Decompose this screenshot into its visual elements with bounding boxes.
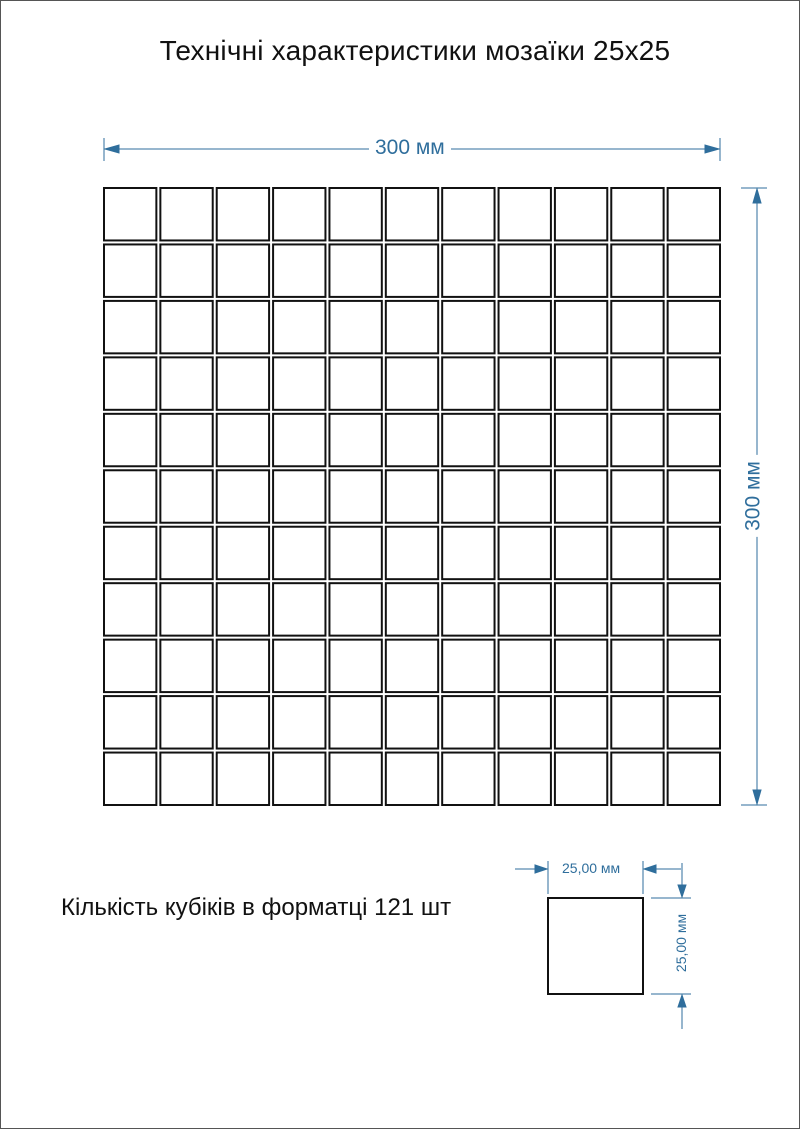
mosaic-tile <box>329 414 381 466</box>
mosaic-tile <box>160 357 212 409</box>
mosaic-tile <box>217 188 269 240</box>
mosaic-tile <box>329 753 381 805</box>
mosaic-tile <box>442 188 494 240</box>
mosaic-tile <box>499 301 551 353</box>
mosaic-tile <box>104 753 156 805</box>
mosaic-tile <box>386 414 438 466</box>
mosaic-tile <box>499 527 551 579</box>
mosaic-tile <box>329 527 381 579</box>
mosaic-tile <box>160 244 212 296</box>
right-dim-arrow-top <box>753 189 761 203</box>
mosaic-tile <box>273 527 325 579</box>
mosaic-tile <box>104 527 156 579</box>
mosaic-tile <box>668 188 720 240</box>
mosaic-tile <box>386 583 438 635</box>
mosaic-tile <box>555 301 607 353</box>
tile-h-arrow-bottom <box>678 995 686 1007</box>
mosaic-tile <box>329 583 381 635</box>
mosaic-tile <box>217 244 269 296</box>
mosaic-tile <box>442 640 494 692</box>
tile-h-arrow-top <box>678 885 686 897</box>
mosaic-tile <box>217 583 269 635</box>
sheet-width-label: 300 мм <box>369 137 451 158</box>
mosaic-tile <box>668 527 720 579</box>
mosaic-tile <box>442 527 494 579</box>
mosaic-tile <box>499 696 551 748</box>
mosaic-tile <box>555 470 607 522</box>
mosaic-tile <box>160 527 212 579</box>
mosaic-tile <box>442 470 494 522</box>
mosaic-tile <box>273 583 325 635</box>
mosaic-tile <box>104 414 156 466</box>
top-dim-arrow-left <box>105 145 119 153</box>
mosaic-tile <box>442 357 494 409</box>
mosaic-tile <box>442 414 494 466</box>
mosaic-tile <box>611 696 663 748</box>
mosaic-tile <box>386 244 438 296</box>
mosaic-tile <box>555 244 607 296</box>
mosaic-tile <box>217 640 269 692</box>
mosaic-tile <box>611 244 663 296</box>
mosaic-tile <box>611 527 663 579</box>
mosaic-tile <box>160 640 212 692</box>
right-dim-arrow-bottom <box>753 790 761 804</box>
mosaic-tile <box>668 414 720 466</box>
mosaic-tile <box>329 640 381 692</box>
mosaic-tile <box>499 414 551 466</box>
mosaic-tile <box>386 527 438 579</box>
tile-count-text: Кількість кубіків в форматці 121 шт <box>61 894 452 921</box>
tile-w-arrow-left <box>535 865 547 873</box>
mosaic-tile <box>668 470 720 522</box>
mosaic-tile <box>611 188 663 240</box>
mosaic-tile <box>499 640 551 692</box>
mosaic-tile <box>499 188 551 240</box>
mosaic-tile <box>555 753 607 805</box>
mosaic-tile <box>273 470 325 522</box>
mosaic-tile <box>273 244 325 296</box>
mosaic-tile <box>499 470 551 522</box>
mosaic-tile <box>329 696 381 748</box>
mosaic-tile <box>611 301 663 353</box>
mosaic-tile <box>555 583 607 635</box>
mosaic-tile <box>273 696 325 748</box>
mosaic-tile <box>329 188 381 240</box>
mosaic-tile <box>386 640 438 692</box>
mosaic-tile <box>273 188 325 240</box>
mosaic-tile <box>386 357 438 409</box>
mosaic-tile <box>555 414 607 466</box>
mosaic-tile <box>160 188 212 240</box>
tile-width-label: 25,00 мм <box>559 861 623 875</box>
mosaic-tile <box>555 640 607 692</box>
mosaic-tile <box>386 696 438 748</box>
top-dim-arrow-right <box>705 145 719 153</box>
mosaic-tile <box>555 357 607 409</box>
mosaic-tile <box>668 301 720 353</box>
mosaic-tile <box>160 301 212 353</box>
mosaic-tile <box>160 696 212 748</box>
mosaic-tile <box>499 583 551 635</box>
mosaic-tile <box>273 357 325 409</box>
mosaic-tile <box>499 244 551 296</box>
mosaic-tile <box>611 583 663 635</box>
mosaic-tile <box>273 640 325 692</box>
mosaic-tile <box>329 244 381 296</box>
mosaic-tile <box>386 470 438 522</box>
mosaic-tile <box>329 470 381 522</box>
mosaic-tile <box>273 414 325 466</box>
mosaic-tile <box>668 583 720 635</box>
mosaic-tile <box>611 357 663 409</box>
mosaic-tile <box>104 301 156 353</box>
mosaic-tile <box>442 753 494 805</box>
mosaic-tile <box>217 357 269 409</box>
mosaic-tile <box>668 244 720 296</box>
mosaic-tile <box>386 188 438 240</box>
tile-w-arrow-right <box>644 865 656 873</box>
mosaic-tile <box>442 583 494 635</box>
mosaic-tile <box>668 640 720 692</box>
page-title: Технічні характеристики мозаїки 25х25 <box>159 35 671 66</box>
mosaic-tile <box>160 470 212 522</box>
mosaic-tile <box>442 301 494 353</box>
mosaic-tile <box>668 696 720 748</box>
mosaic-tile <box>104 470 156 522</box>
mosaic-tile <box>104 696 156 748</box>
mosaic-tile <box>160 583 212 635</box>
mosaic-tile <box>386 753 438 805</box>
mosaic-tile <box>442 696 494 748</box>
mosaic-tile <box>217 470 269 522</box>
single-tile <box>548 898 643 994</box>
mosaic-tile <box>499 753 551 805</box>
mosaic-tile <box>217 753 269 805</box>
mosaic-tile <box>104 583 156 635</box>
tile-grid <box>104 188 720 805</box>
mosaic-tile <box>104 244 156 296</box>
mosaic-tile <box>499 357 551 409</box>
mosaic-tile <box>104 357 156 409</box>
mosaic-tile <box>329 301 381 353</box>
mosaic-tile <box>217 301 269 353</box>
mosaic-tile <box>611 753 663 805</box>
mosaic-tile <box>217 414 269 466</box>
mosaic-tile <box>217 696 269 748</box>
mosaic-tile <box>160 414 212 466</box>
mosaic-tile <box>555 696 607 748</box>
mosaic-tile <box>611 414 663 466</box>
mosaic-tile <box>611 640 663 692</box>
mosaic-tile <box>273 753 325 805</box>
mosaic-tile <box>217 527 269 579</box>
mosaic-tile <box>611 470 663 522</box>
mosaic-tile <box>160 753 212 805</box>
mosaic-tile <box>442 244 494 296</box>
mosaic-tile <box>555 188 607 240</box>
mosaic-tile <box>104 188 156 240</box>
mosaic-tile <box>668 753 720 805</box>
mosaic-tile <box>668 357 720 409</box>
tile-height-label: 25,00 мм <box>674 911 688 975</box>
mosaic-tile <box>386 301 438 353</box>
mosaic-tile <box>273 301 325 353</box>
sheet-height-label: 300 мм <box>743 455 764 537</box>
mosaic-tile <box>555 527 607 579</box>
mosaic-tile <box>104 640 156 692</box>
mosaic-tile <box>329 357 381 409</box>
